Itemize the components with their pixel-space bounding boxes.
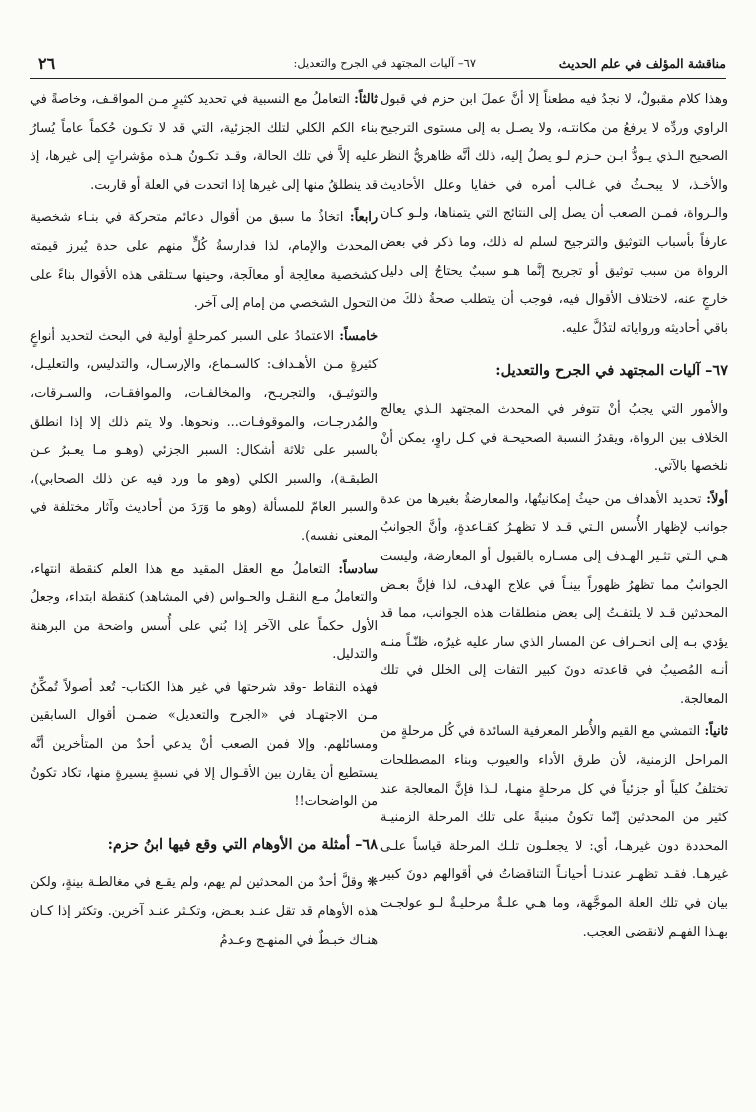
chapter-title: ٦٧– آليات المجتهد في الجرح والتعديل: <box>293 56 476 70</box>
section-67-heading <box>380 357 728 386</box>
paragraph-2: والأمور التي يجبُ أنْ تتوفر في المحدث المجتهد الـذي يعالج الخلاف بين الرواة، ويقدرُ النسبة الصحيحـة في كـل راوٍ، يمكن أنْ نلخصها بالآتي. <box>380 401 728 475</box>
right-column <box>380 86 728 947</box>
point-label-2: ثانياً: <box>704 724 728 740</box>
point-text-3: التعاملُ مع النسبية في تحديد كثيرٍ مـن المواقـف، وخاصةً في بناء الكم الكلي لتلك الجزئية، التي قد لا تكـون حُكماً عاماً يُسارُ عليه إلاَّ في تلك الحالة، وقـد تكـونُ هـذه مؤشراتٍ إلى غيرها، إذ قد ينطلقُ منها إلى غيرها إذا اتحدت في العلة أو قاربت. <box>30 92 378 193</box>
point-label-6: سادساً: <box>338 561 378 577</box>
point-text-5: الاعتمادُ على السبر كمرحلةٍ أولية في البحث لتحديد أنواعٍ كثيرةٍ مـن الأهـداف: كالسـماع، والإرسـال، والتدليس، والتعليـل، والتوثيـق، والتجريـح، والمخالفـات، والموافقـات، والسـرقات، والمُدرجـات، والموقوفـات... ونحوها. ولا يتم ذلك إلا إذا انطلق بالسبر على ثلاثة أشكال: السبر الجزئي (وهـو مـا يعـبرُ عـن الطبقـة)، والسبر الكلي (وهو ما ورد فيه عن ذلك الصحابي)، والسبر العامّ للمسألة (وهو ما وَرَدَ من أحاديث وآثار مختلفة في المعنى نفسه). <box>30 328 378 544</box>
left-column <box>30 86 378 955</box>
point-label-4: رابعاً: <box>349 210 378 226</box>
point-label-1: أولاً: <box>706 491 728 507</box>
point-text-2: التمشي مع القيم والأُطر المعرفية السائدة في كُل مرحلةٍ من المراحل الزمنية، لأن طرق الأداء والعيوب وبناء المصطلحات تختلفُ كلياً أو جزئياً في كل مرحلةٍ منهـا، لـذا فإنَّ المعالجة عند كثير من المحدثين إنّما تكونُ مبنيةً على تلك المرحلة الزمنيـة المحددة دون غيرهـا، أي: لا يجعلـون تلـك المرحلة قياساً علـى غيرهـا. فقـد تظهـر عندنـا أحيانـاً التناقضاتُ في أقوالهم دونَ كبير بيان في تلك العلة الموجَّهة، وما هـي علـةٌ مرحليـةٌ لـو عولجـت بهـذا الفهـم لانقضى العجب. <box>380 724 728 940</box>
paragraph-1: وهذا كلام مقبولٌ، لا نجدُ فيه مطعناً إلا أنَّ عملَ ابن حزم في قبول الراوي وردِّه لا يرفعُ من مكانتـه، ولا يصـل به إلى مستوى الترجيح الصحيح الـذي يـودُّ ابـن حـزم لـو يصلُ إليه، ذلك أنَّه ظاهريُّ النظر والأخـذ، لا يبحـثُ في غـالب أمره في خفايا وعلل الأحاديث والـرواة، فمـن الصعب أن يصل إلى النتائج التي يتمناها، ولـو كـان عارفاً بأسباب التوثيق والترجيح لسلم له ذلك، وما ذكر في بعض الرواة من سبب توثيق أو تجريح إنَّما هـو سببٌ يحتاجُ إلى دليل خارجٍ عنه، لاختلاف الأقوال فيه، فوجب أن يتطلب صحةُ ذلكَ من باقي أحاديثه ورواياته لتدُلَّ عليه. <box>380 92 728 336</box>
point-label-5: خامساً: <box>339 328 378 344</box>
section-67-number: ٦٧– <box>705 362 728 380</box>
point-text-1: تحديد الأهداف من حيثُ إمكانيتُها، والمعارضةُ بغيرها من عدة جوانب لإظهار الأُسس الـتي قـد لا تظهـرُ كقـاعدةٍ، وأنَّ الجوانبُ هـي الـتي تثـير الهـدف إلى مسـاره بالقبول أو المعارضة، وليست الجوانبُ مما تظهرُ ظهوراً بينـاً في علاج الهدف، لذا فإنَّ بعـض المحدثين قـد لا يلتفـتُ إلى بعض منطلقات هذه الجوانب، مما قد يؤدي بـه إلى انحـراف عن المسار الذي سار عليه غيرُه، ظنّـاً منـه أنـه المُصيبُ في قاعدته دونَ كبير التفات إلى الخلل في تلك المعالجة. <box>380 491 728 707</box>
paragraph-last: ❋ وقلَّ أحدٌ من المحدثين لم يهم، ولم يقـع في مغالطـة بينةٍ، ولكن هذه الأوهام قد تقل عنـد بعـض، وتكـثر عنـد آخرين. وتكثر إذا كـان هنـاك خبـطٌ في المنهـج وعـدمُ <box>30 875 378 948</box>
book-title: مناقشة المؤلف في علم الحديث <box>558 56 726 71</box>
page-number: ٢٦ <box>38 54 56 73</box>
point-text-6: التعاملُ مع العقل المقيد مع هذا العلم كنقطة انتهاء، والتعاملُ مـع النقـل والحـواس (في المشاهد) كنقطة ابتداء، وجعلُ الأول حكماً على الآخر إذا بُني على أُسس واضحة من البرهنة والتدليل. <box>30 561 378 663</box>
paragraph-first-point <box>380 486 728 715</box>
running-header <box>30 54 726 76</box>
section-68-title: أمثلة من الأوهام التي وقع فيها ابنُ حزم: <box>107 835 351 853</box>
paragraph-summary: فهذه النقاط -وقد شرحتها في غير هذا الكتاب- تُعد أصولاً تُمكِّنُ مـن الاجتهـاد في «الجرح والتعديل» ضمـن أقوال السابقين ومسائلهم. وإلا فمن الصعب أنْ يدعي أحدٌ من المتأخرين أنَّه يستطيع أن يقارن بين الأقـوال إلا في نسبةٍ يسيرةٍ منها، تكاد تكونُ من الواضحات!! <box>30 679 378 810</box>
point-label-3: ثالثاً: <box>354 92 378 107</box>
paragraph-fourth-point <box>30 204 378 318</box>
paragraph-sixth-point <box>30 556 378 670</box>
point-text-4: اتخاذُ ما سبق من أقوال دعائم متحركة في بنـاء شخصية المحدث والإمام، لذا فدارسةُ كُلٍّ منهم على حدة يُبرز قيمته كشخصية معالِجة أو معالَجة، وحينها سـتلقى هذه الأقوال بناءً على التحول الشخصي من إمام إلى آخر. <box>30 210 378 312</box>
paragraph-fifth-point <box>30 323 378 552</box>
section-68-number: ٦٨– <box>355 835 378 853</box>
paragraph-third-point <box>30 86 378 200</box>
section-67-title: آليات المجتهد في الجرح والتعديل: <box>495 362 701 380</box>
header-rule <box>30 78 726 79</box>
paragraph-second-point <box>380 718 728 947</box>
section-68-heading <box>30 831 378 860</box>
